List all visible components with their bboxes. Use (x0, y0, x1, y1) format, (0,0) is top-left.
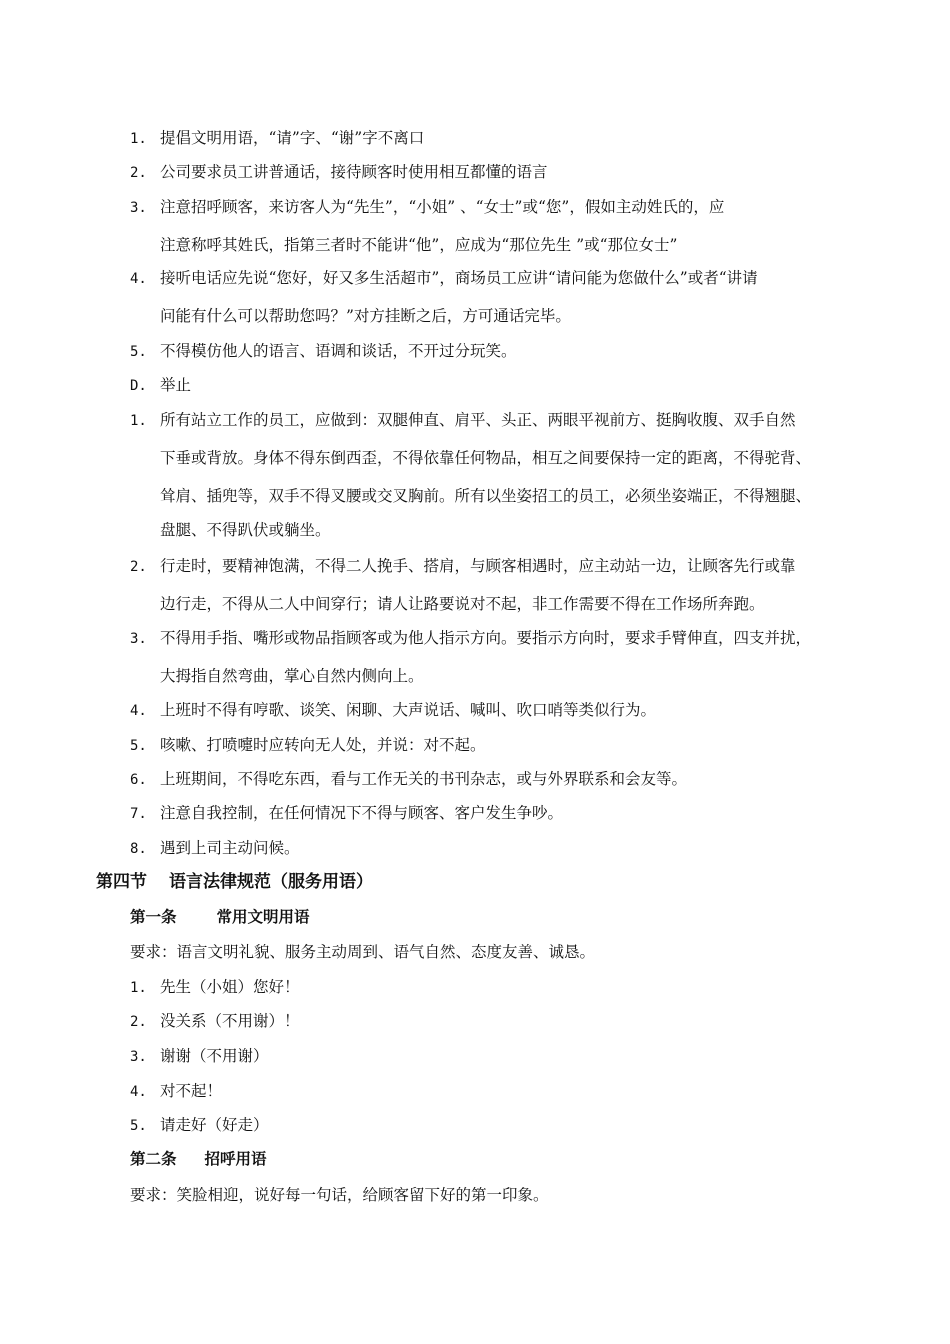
item-number: 4. (130, 703, 147, 719)
item-text: 对不起！ (160, 1082, 223, 1100)
item-text: 提倡文明用语，“请”字、“谢”字不离口 (160, 129, 425, 147)
item-text: 上班时不得有哼歌、谈笑、闲聊、大声说话、喊叫、吹口哨等类似行为。 (160, 701, 657, 719)
item-continuation: 边行走，不得从二人中间穿行；请人让路要说对不起，非工作需要不得在工作场所奔跑。 (160, 595, 765, 613)
item-number: 2. (130, 1014, 147, 1030)
list-item (130, 768, 890, 791)
item-text: 公司要求员工讲普通话，接待顾客时使用相互都懂的语言 (160, 163, 548, 181)
list-item (130, 734, 890, 757)
item-continuation: 注意称呼其姓氏，指第三者时不能讲“他”，应成为“那位先生 ”或“那位女士” (160, 236, 678, 254)
item-number: 3. (130, 631, 147, 647)
item-number: 4. (130, 1084, 147, 1100)
requirement-text: 要求：语言文明礼貌、服务主动周到、语气自然、态度友善、诚恳。 (130, 943, 596, 961)
item-number: 8. (130, 841, 147, 857)
list-item (130, 976, 890, 999)
item-number: 7. (130, 806, 147, 822)
item-continuation: 大拇指自然弯曲，掌心自然内侧向上。 (160, 667, 424, 685)
item-number: 2. (130, 165, 147, 181)
list-item (130, 196, 890, 219)
item-text: 不得模仿他人的语言、语调和谈话，不开过分玩笑。 (160, 342, 517, 360)
list-item (130, 340, 890, 363)
section-label: 举止 (160, 376, 192, 394)
item-continuation: 问能有什么可以帮助您吗？”对方挂断之后，方可通话完毕。 (160, 307, 571, 325)
item-number: 5. (130, 738, 147, 754)
item-text: 注意招呼顾客，来访客人为“先生”，“小姐” 、“女士”或“您”，假如主动姓氏的，应 (160, 198, 725, 216)
item-text: 遇到上司主动问候。 (160, 839, 300, 857)
article-number: 第二条 (130, 1150, 177, 1168)
article-heading (130, 1148, 267, 1170)
list-item (130, 161, 890, 184)
item-number: 1. (130, 413, 147, 429)
article-number: 第一条 (130, 908, 177, 926)
item-number: 3. (130, 1049, 147, 1065)
article-title: 常用文明用语 (216, 908, 310, 926)
item-number: 1. (130, 980, 147, 996)
section-letter: D. (130, 378, 147, 394)
item-number: 3. (130, 200, 147, 216)
item-number: 4. (130, 271, 147, 287)
list-item (130, 267, 890, 290)
list-item (130, 555, 890, 578)
section-number: 第四节 (96, 872, 147, 892)
list-item (130, 802, 890, 825)
item-text: 没关系（不用谢）！ (160, 1012, 300, 1030)
item-text: 不得用手指、嘴形或物品指顾客或为他人指示方向。要指示方向时，要求手臂伸直，四支并扰， (160, 629, 812, 647)
item-number: 5. (130, 1118, 147, 1134)
item-text: 注意自我控制，在任何情况下不得与顾客、客户发生争吵。 (160, 804, 564, 822)
item-continuation: 盘腿、不得趴伏或躺坐。 (160, 521, 331, 539)
item-number: 6. (130, 772, 147, 788)
list-item (130, 1080, 890, 1103)
item-text: 咳嗽、打喷嚏时应转向无人处，并说：对不起。 (160, 736, 486, 754)
item-text: 上班期间，不得吃东西，看与工作无关的书刊杂志，或与外界联系和会友等。 (160, 770, 688, 788)
item-text: 所有站立工作的员工，应做到：双腿伸直、肩平、头正、两眼平视前方、挺胸收腹、双手自然 (160, 411, 796, 429)
list-item (130, 409, 890, 432)
item-text: 先生（小姐）您好！ (160, 978, 300, 996)
section-d-heading (130, 374, 890, 397)
item-continuation: 耸肩、插兜等，双手不得叉腰或交叉胸前。所有以坐姿招工的员工，必须坐姿端正，不得翘腿、 (160, 487, 812, 505)
item-text: 接听电话应先说“您好，好又多生活超市”，商场员工应讲“请问能为您做什么”或者“讲请 (160, 269, 758, 287)
list-item (130, 627, 890, 650)
item-text: 行走时，要精神饱满，不得二人挽手、搭肩，与顾客相遇时，应主动站一边，让顾客先行或靠 (160, 557, 796, 575)
list-item (130, 1010, 890, 1033)
list-item (130, 699, 890, 722)
list-item (130, 1114, 890, 1137)
item-text: 谢谢（不用谢） (160, 1047, 269, 1065)
requirement-text: 要求：笑脸相迎，说好每一句话，给顾客留下好的第一印象。 (130, 1186, 549, 1204)
list-item (130, 1045, 890, 1068)
article-heading (130, 906, 310, 928)
item-number: 2. (130, 559, 147, 575)
section-title: 语言法律规范（服务用语） (169, 872, 373, 892)
item-continuation: 下垂或背放。身体不得东倒西歪，不得依靠任何物品，相互之间要保持一定的距离，不得驼背、 (160, 449, 812, 467)
item-text: 请走好（好走） (160, 1116, 269, 1134)
article-title: 招呼用语 (204, 1150, 267, 1168)
list-item (130, 127, 890, 150)
item-number: 1. (130, 131, 147, 147)
section-heading (96, 870, 373, 894)
list-item (130, 837, 890, 860)
item-number: 5. (130, 344, 147, 360)
